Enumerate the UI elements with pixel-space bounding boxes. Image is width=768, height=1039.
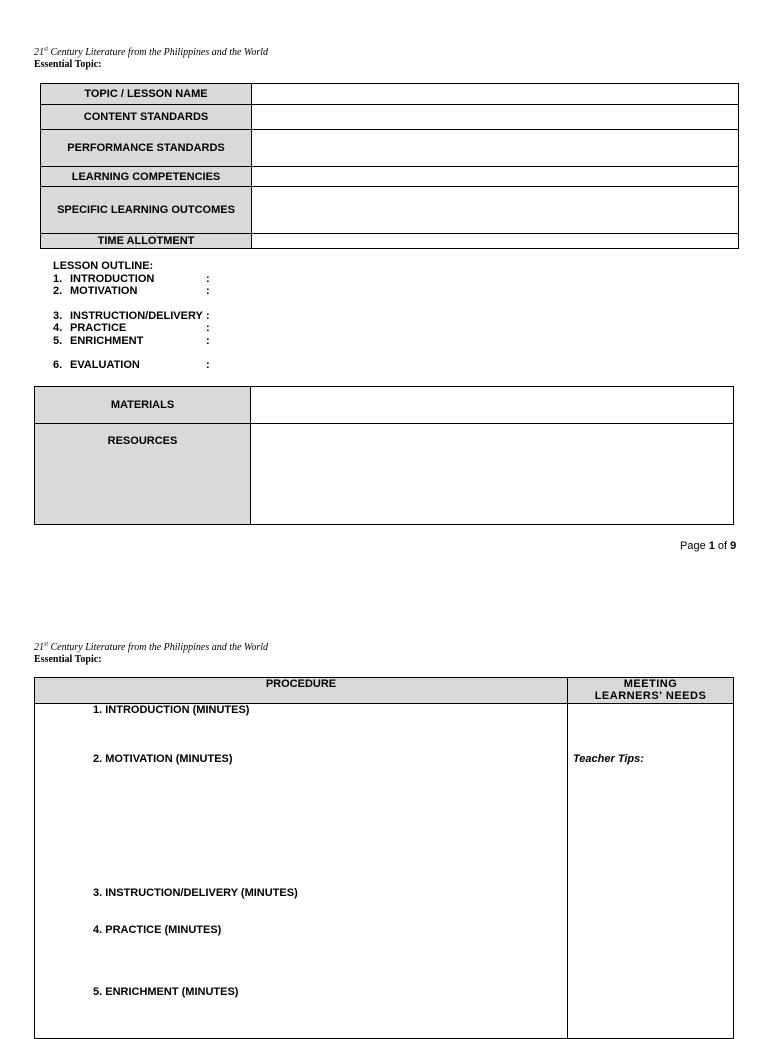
time-allotment-label: TIME ALLOTMENT [41, 234, 252, 249]
lesson-outline-heading: LESSON OUTLINE: [53, 260, 154, 272]
essential-topic-label: Essential Topic: [34, 654, 102, 665]
lesson-outline [53, 260, 233, 372]
outline-colon: : [206, 309, 210, 322]
procedure-item-introduction: 1. INTRODUCTION (MINUTES) [93, 704, 250, 716]
performance-standards-label: PERFORMANCE STANDARDS [41, 130, 252, 167]
outline-number: 5. [53, 334, 63, 347]
learning-competencies-label: LEARNING COMPETENCIES [41, 167, 252, 187]
table-row [41, 84, 739, 105]
outline-name: INTRODUCTION [70, 272, 155, 285]
list-item [53, 285, 233, 298]
topic-lesson-name-field[interactable] [252, 84, 739, 105]
list-item [53, 322, 233, 335]
outline-name: MOTIVATION [70, 285, 138, 297]
specific-learning-outcomes-field[interactable] [252, 187, 739, 234]
learning-competencies-field[interactable] [252, 167, 739, 187]
outline-name: PRACTICE [70, 322, 127, 334]
time-allotment-field[interactable] [252, 234, 739, 249]
procedure-item-enrichment: 5. ENRICHMENT (MINUTES) [93, 986, 239, 998]
needs-header-line1: MEETING [623, 678, 678, 690]
outline-number: 2. [53, 285, 63, 297]
course-title: 21st Century Literature from the Philippines and the World [34, 46, 269, 58]
table-row [41, 167, 739, 187]
outline-colon: : [206, 285, 210, 297]
outline-name: EVALUATION [70, 359, 140, 371]
spacer [53, 347, 233, 359]
outline-number: 6. [53, 359, 63, 371]
list-item [53, 359, 233, 372]
outline-colon: : [206, 272, 210, 285]
essential-topic-label: Essential Topic: [34, 59, 102, 70]
performance-standards-field[interactable] [252, 130, 739, 167]
procedure-table [34, 677, 734, 1039]
list-item [53, 310, 233, 323]
page-number: Page 1 of 9 [680, 540, 737, 552]
outline-number: 1. [53, 272, 63, 285]
meeting-learners-needs-header [568, 678, 733, 704]
teacher-tips-label: Teacher Tips: [573, 753, 644, 765]
outline-colon: : [206, 359, 210, 371]
topic-lesson-name-label: TOPIC / LESSON NAME [41, 84, 252, 105]
column-divider [567, 678, 568, 1038]
materials-resources-table [34, 386, 734, 525]
table-row [41, 187, 739, 234]
list-item [53, 273, 233, 286]
content-standards-field[interactable] [252, 105, 739, 130]
outline-number: 4. [53, 322, 63, 334]
lesson-info-table [40, 83, 739, 249]
course-title: 21st Century Literature from the Philippines and the World [34, 641, 269, 653]
table-row [41, 234, 739, 249]
resources-field[interactable] [251, 424, 734, 525]
outline-colon: : [206, 322, 210, 334]
procedure-item-practice: 4. PRACTICE (MINUTES) [93, 924, 222, 936]
resources-label: RESOURCES [35, 424, 251, 525]
outline-colon: : [206, 334, 210, 347]
table-row [35, 424, 734, 525]
table-row [35, 387, 734, 424]
materials-label: MATERIALS [35, 387, 251, 424]
table-row [41, 105, 739, 130]
spacer [53, 298, 233, 310]
outline-name: ENRICHMENT [70, 334, 144, 347]
outline-number: 3. [53, 309, 63, 322]
table-row [41, 130, 739, 167]
procedure-item-instruction: 3. INSTRUCTION/DELIVERY (MINUTES) [93, 887, 298, 899]
materials-field[interactable] [251, 387, 734, 424]
content-standards-label: CONTENT STANDARDS [41, 105, 252, 130]
procedure-item-motivation: 2. MOTIVATION (MINUTES) [93, 753, 233, 765]
outline-name: INSTRUCTION/DELIVERY [70, 309, 203, 322]
procedure-header: PROCEDURE [35, 678, 567, 704]
list-item [53, 335, 233, 348]
specific-learning-outcomes-label: SPECIFIC LEARNING OUTCOMES [41, 187, 252, 234]
needs-header-line2: LEARNERS' NEEDS [594, 690, 707, 702]
